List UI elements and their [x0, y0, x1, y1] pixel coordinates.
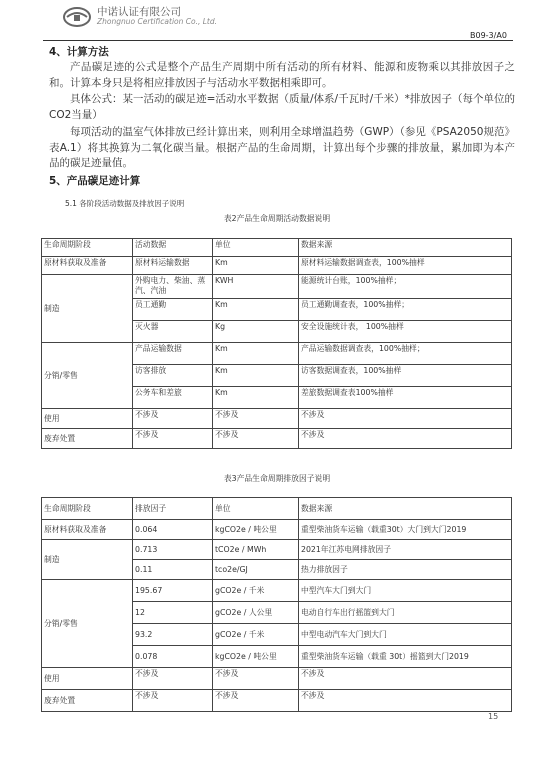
- company-name: 中诺认证有限公司: [97, 6, 181, 18]
- stage-cell: 废弃处置: [42, 429, 133, 449]
- activity-cell: 不涉及: [133, 409, 213, 429]
- activity-cell: 产品运输数据: [133, 343, 213, 365]
- company-name-english: Zhongnuo Certification Co., Ltd.: [97, 17, 217, 26]
- stage-cell: 制造: [42, 540, 133, 580]
- header-cell: 数据来源: [299, 239, 512, 257]
- table-row: [42, 580, 512, 602]
- header-cell: 活动数据: [133, 239, 213, 257]
- activity-data-table: [41, 238, 512, 449]
- table-header-row: [42, 498, 512, 520]
- activity-cell: 原材料运输数据: [133, 257, 213, 275]
- source-cell: 产品运输数据调查表，100%抽样；: [299, 343, 512, 365]
- activity-cell: 不涉及: [133, 429, 213, 449]
- stage-cell: 使用: [42, 409, 133, 429]
- unit-cell: 不涉及: [213, 409, 299, 429]
- table-row: [42, 429, 512, 449]
- stage-cell: 废弃处置: [42, 690, 133, 712]
- header-divider: [43, 40, 513, 41]
- document-number: B09-3/A0: [470, 31, 507, 40]
- factor-cell: 不涉及: [133, 690, 213, 712]
- source-cell: 原材料运输数据调查表，100%抽样: [299, 257, 512, 275]
- subsection-5-1-title: 5.1 各阶段活动数据及排放因子说明: [65, 199, 185, 208]
- table-row: [42, 520, 512, 540]
- stage-cell: 原材料获取及准备: [42, 520, 133, 540]
- table-row: [42, 343, 512, 365]
- unit-cell: gCO2e / 人公里: [213, 602, 299, 624]
- section-4-title: 4、计算方法: [49, 46, 109, 58]
- header-cell: 单位: [213, 498, 299, 520]
- source-cell: 不涉及: [299, 409, 512, 429]
- unit-cell: 不涉及: [213, 429, 299, 449]
- activity-cell: 公务车和差旅: [133, 387, 213, 409]
- source-cell: 能源统计台账，100%抽样；: [299, 275, 512, 299]
- table-row: [42, 690, 512, 712]
- source-cell: 不涉及: [299, 690, 512, 712]
- table-2-caption: 表2产品生命周期活动数据说明: [223, 214, 331, 223]
- section-4-paragraph-2: 具体公式：某一活动的碳足迹=活动水平数据（质量/体系/千瓦时/千米）*排放因子（每个单位的CO2当量）: [49, 93, 515, 121]
- unit-cell: Km: [213, 299, 299, 321]
- source-cell: 员工通勤调查表，100%抽样；: [299, 299, 512, 321]
- table-row: [42, 540, 512, 560]
- header-cell: 生命周期阶段: [42, 239, 133, 257]
- unit-cell: kgCO2e / 吨公里: [213, 646, 299, 668]
- unit-cell: gCO2e / 千米: [213, 580, 299, 602]
- unit-cell: Km: [213, 343, 299, 365]
- source-cell: 重型柴油货车运输（载重30t）大门到大门2019: [299, 520, 512, 540]
- source-cell: 重型柴油货车运输（载重 30t）摇篮到大门2019: [299, 646, 512, 668]
- unit-cell: tco2e/GJ: [213, 560, 299, 580]
- activity-cell: 员工通勤: [133, 299, 213, 321]
- table-row: [42, 257, 512, 275]
- unit-cell: gCO2e / 千米: [213, 624, 299, 646]
- stage-cell: 分销/零售: [42, 580, 133, 668]
- source-cell: 电动自行车出行摇篮到大门: [299, 602, 512, 624]
- unit-cell: Km: [213, 387, 299, 409]
- factor-cell: 195.67: [133, 580, 213, 602]
- header-cell: 生命周期阶段: [42, 498, 133, 520]
- table-3-caption: 表3产品生命周期排放因子说明: [223, 474, 331, 483]
- stage-cell: 原材料获取及准备: [42, 257, 133, 275]
- factor-cell: 93.2: [133, 624, 213, 646]
- header-cell: 单位: [213, 239, 299, 257]
- activity-cell: 灭火器: [133, 321, 213, 343]
- factor-cell: 0.064: [133, 520, 213, 540]
- factor-cell: 0.11: [133, 560, 213, 580]
- section-4-paragraph-3: 每项活动的温室气体排放已经计算出来，则利用全球增温趋势（GWP）（参见《PSA2050规范》表A.1）将其换算为二氧化碳当量。根据产品的生命周期，计算出每个步骤的排放量，累加即为本产品的碳足迹量值。: [49, 126, 515, 169]
- section-5-title: 5、产品碳足迹计算: [49, 175, 141, 187]
- source-cell: 热力排放因子: [299, 560, 512, 580]
- factor-cell: 不涉及: [133, 668, 213, 690]
- section-4-paragraph-1: 产品碳足迹的公式是整个产品生产周期中所有活动的所有材料、能源和废物乘以其排放因子之和。计算本身只是将相应排放因子与活动水平数据相乘即可。: [49, 61, 515, 89]
- company-logo-icon: [62, 6, 92, 28]
- source-cell: 安全设施统计表， 100%抽样: [299, 321, 512, 343]
- page-number: 15: [488, 712, 499, 721]
- table-row: [42, 409, 512, 429]
- source-cell: 访客数据调查表，100%抽样: [299, 365, 512, 387]
- table-row: [42, 275, 512, 299]
- unit-cell: Km: [213, 257, 299, 275]
- table-header-row: [42, 239, 512, 257]
- source-cell: 2021年江苏电网排放因子: [299, 540, 512, 560]
- unit-cell: 不涉及: [213, 668, 299, 690]
- factor-cell: 12: [133, 602, 213, 624]
- factor-cell: 0.078: [133, 646, 213, 668]
- unit-cell: KWH: [213, 275, 299, 299]
- unit-cell: tCO2e / MWh: [213, 540, 299, 560]
- source-cell: 中型汽车大门到大门: [299, 580, 512, 602]
- activity-cell: 访客排放: [133, 365, 213, 387]
- unit-cell: Kg: [213, 321, 299, 343]
- source-cell: 差旅数据调查表100%抽样: [299, 387, 512, 409]
- stage-cell: 制造: [42, 275, 133, 343]
- stage-cell: 使用: [42, 668, 133, 690]
- emission-factor-table: [41, 497, 512, 712]
- stage-cell: 分销/零售: [42, 343, 133, 409]
- header-cell: 数据来源: [299, 498, 512, 520]
- unit-cell: 不涉及: [213, 690, 299, 712]
- source-cell: 不涉及: [299, 668, 512, 690]
- table-row: [42, 668, 512, 690]
- source-cell: 不涉及: [299, 429, 512, 449]
- source-cell: 中型电动汽车大门到大门: [299, 624, 512, 646]
- unit-cell: kgCO2e / 吨公里: [213, 520, 299, 540]
- factor-cell: 0.713: [133, 540, 213, 560]
- header-cell: 排放因子: [133, 498, 213, 520]
- unit-cell: Km: [213, 365, 299, 387]
- activity-cell: 外购电力、柴油、蒸汽、汽油: [133, 275, 213, 299]
